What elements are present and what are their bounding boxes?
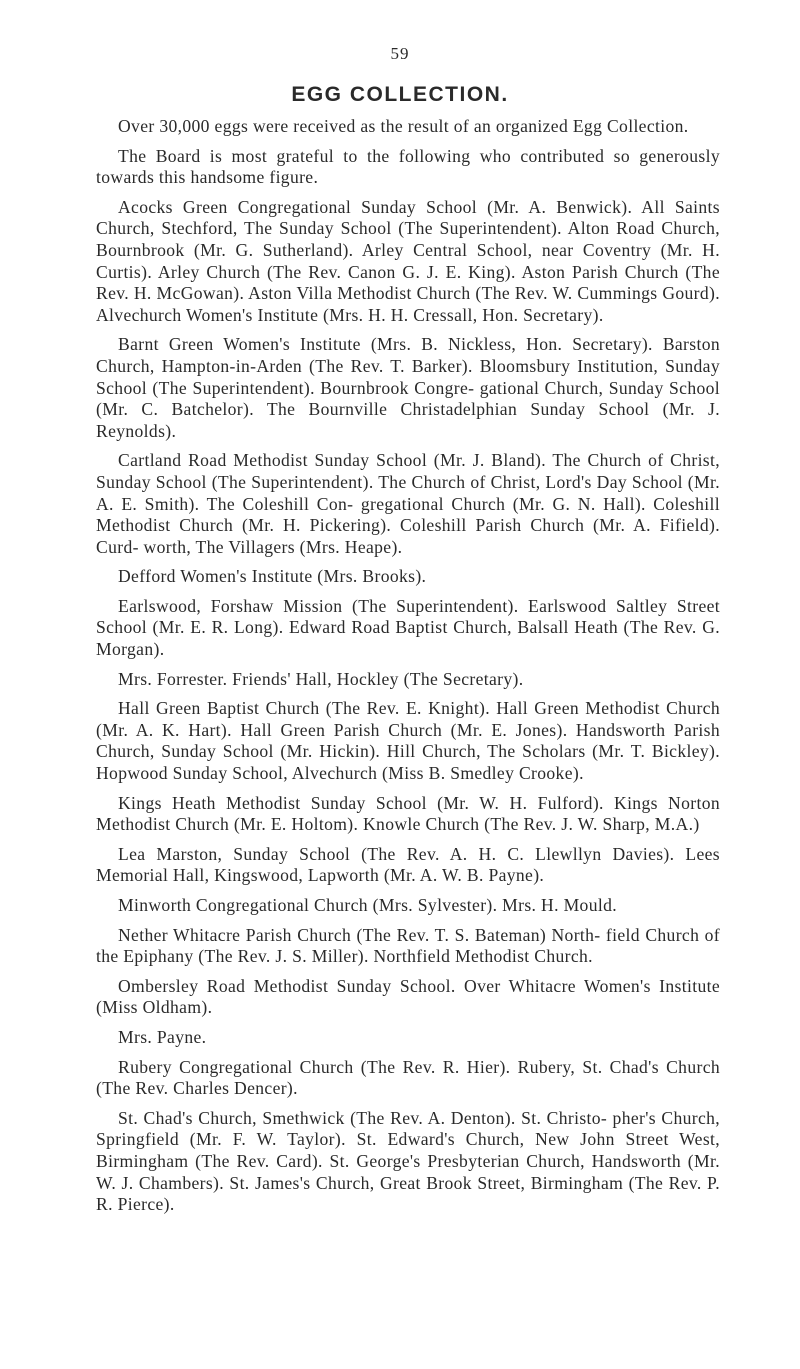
paragraph-e: Earlswood, Forshaw Mission (The Superintendent). Earlswood Saltley Street School (Mr. E. R. Long). Edward Road Baptist Church, Balsall Heath (The Rev. G. Morgan).	[96, 595, 720, 660]
body-text	[96, 116, 720, 1224]
paragraph-p: Mrs. Payne.	[118, 1026, 207, 1047]
paragraph-h: Hall Green Baptist Church (The Rev. E. Knight). Hall Green Methodist Church (Mr. A. K. Hart). Hall Green Parish Church (Mr. E. Jones). Handsworth Parish Church, Sunday School (Mr. Hickin). Hill Church, The Scholars (Mr. T. Bickley). Hopwood Sunday School, Alvechurch (Miss B. Smedley Crooke).	[96, 698, 720, 784]
paragraph-thanks: The Board is most grateful to the following who contributed so generously towards this handsome figure.	[96, 145, 720, 188]
paragraph-l: Lea Marston, Sunday School (The Rev. A. H. C. Llewllyn Davies). Lees Memorial Hall, Kingswood, Lapworth (Mr. A. W. B. Payne).	[96, 843, 720, 886]
paragraph-a: Acocks Green Congregational Sunday School (Mr. A. Benwick). All Saints Church, Stechford, The Sunday School (The Superintendent). Alton Road Church, Bournbrook (Mr. G. Sutherland). Arley Central School, near Coventry (Mr. H. Curtis). Arley Church (The Rev. Canon G. J. E. King). Aston Parish Church (The Rev. H. McGowan). Aston Villa Methodist Church (The Rev. W. Cummings Gourd). Alvechurch Women's Institute (Mrs. H. H. Cressall, Hon. Secretary).	[96, 196, 720, 325]
section-heading: EGG COLLECTION.	[291, 83, 509, 106]
paragraph-d: Defford Women's Institute (Mrs. Brooks).	[118, 566, 427, 587]
paragraph-n: Nether Whitacre Parish Church (The Rev. T. S. Bateman) North- field Church of the Epiphany (The Rev. J. S. Miller). Northfield Methodist Church.	[96, 924, 720, 967]
paragraph-r: Rubery Congregational Church (The Rev. R. Hier). Rubery, St. Chad's Church (The Rev. Charles Dencer).	[96, 1056, 720, 1099]
paragraph-intro: Over 30,000 eggs were received as the result of an organized Egg Collection.	[118, 116, 689, 136]
paragraph-b: Barnt Green Women's Institute (Mrs. B. Nickless, Hon. Secretary). Barston Church, Hampton-in-Arden (The Rev. T. Barker). Bloomsbury Institution, Sunday School (The Superintendent). Bournbrook Congre- gational Church, Sunday School (Mr. C. Batchelor). The Bournville Christadelphian Sunday School (Mr. J. Reynolds).	[96, 334, 720, 441]
paragraph-m: Minworth Congregational Church (Mrs. Sylvester). Mrs. H. Mould.	[118, 895, 617, 915]
paragraph-f: Mrs. Forrester. Friends' Hall, Hockley (The Secretary).	[118, 668, 524, 689]
paragraph-k: Kings Heath Methodist Sunday School (Mr. W. H. Fulford). Kings Norton Methodist Church (Mr. E. Holtom). Knowle Church (The Rev. J. W. Sharp, M.A.)	[96, 792, 720, 835]
paragraph-s: St. Chad's Church, Smethwick (The Rev. A. Denton). St. Christo- pher's Church, Springfield (Mr. F. W. Taylor). St. Edward's Church, New John Street West, Birmingham (The Rev. Card). St. George's Presbyterian Church, Handsworth (Mr. W. J. Chambers). St. James's Church, Great Brook Street, Birmingham (The Rev. P. R. Pierce).	[96, 1107, 720, 1215]
paragraph-c: Cartland Road Methodist Sunday School (Mr. J. Bland). The Church of Christ, Sunday School (The Superintendent). The Church of Christ, Lord's Day School (Mr. A. E. Smith). The Coleshill Con- gregational Church (Mr. G. N. Hall). Coleshill Methodist Church (Mr. H. Pickering). Coleshill Parish Church (Mr. A. Fifield). Curd- worth, The Villagers (Mrs. Heape).	[96, 450, 720, 557]
page-number: 59	[390, 44, 410, 63]
paragraph-o: Ombersley Road Methodist Sunday School. Over Whitacre Women's Institute (Miss Oldham).	[96, 975, 720, 1018]
